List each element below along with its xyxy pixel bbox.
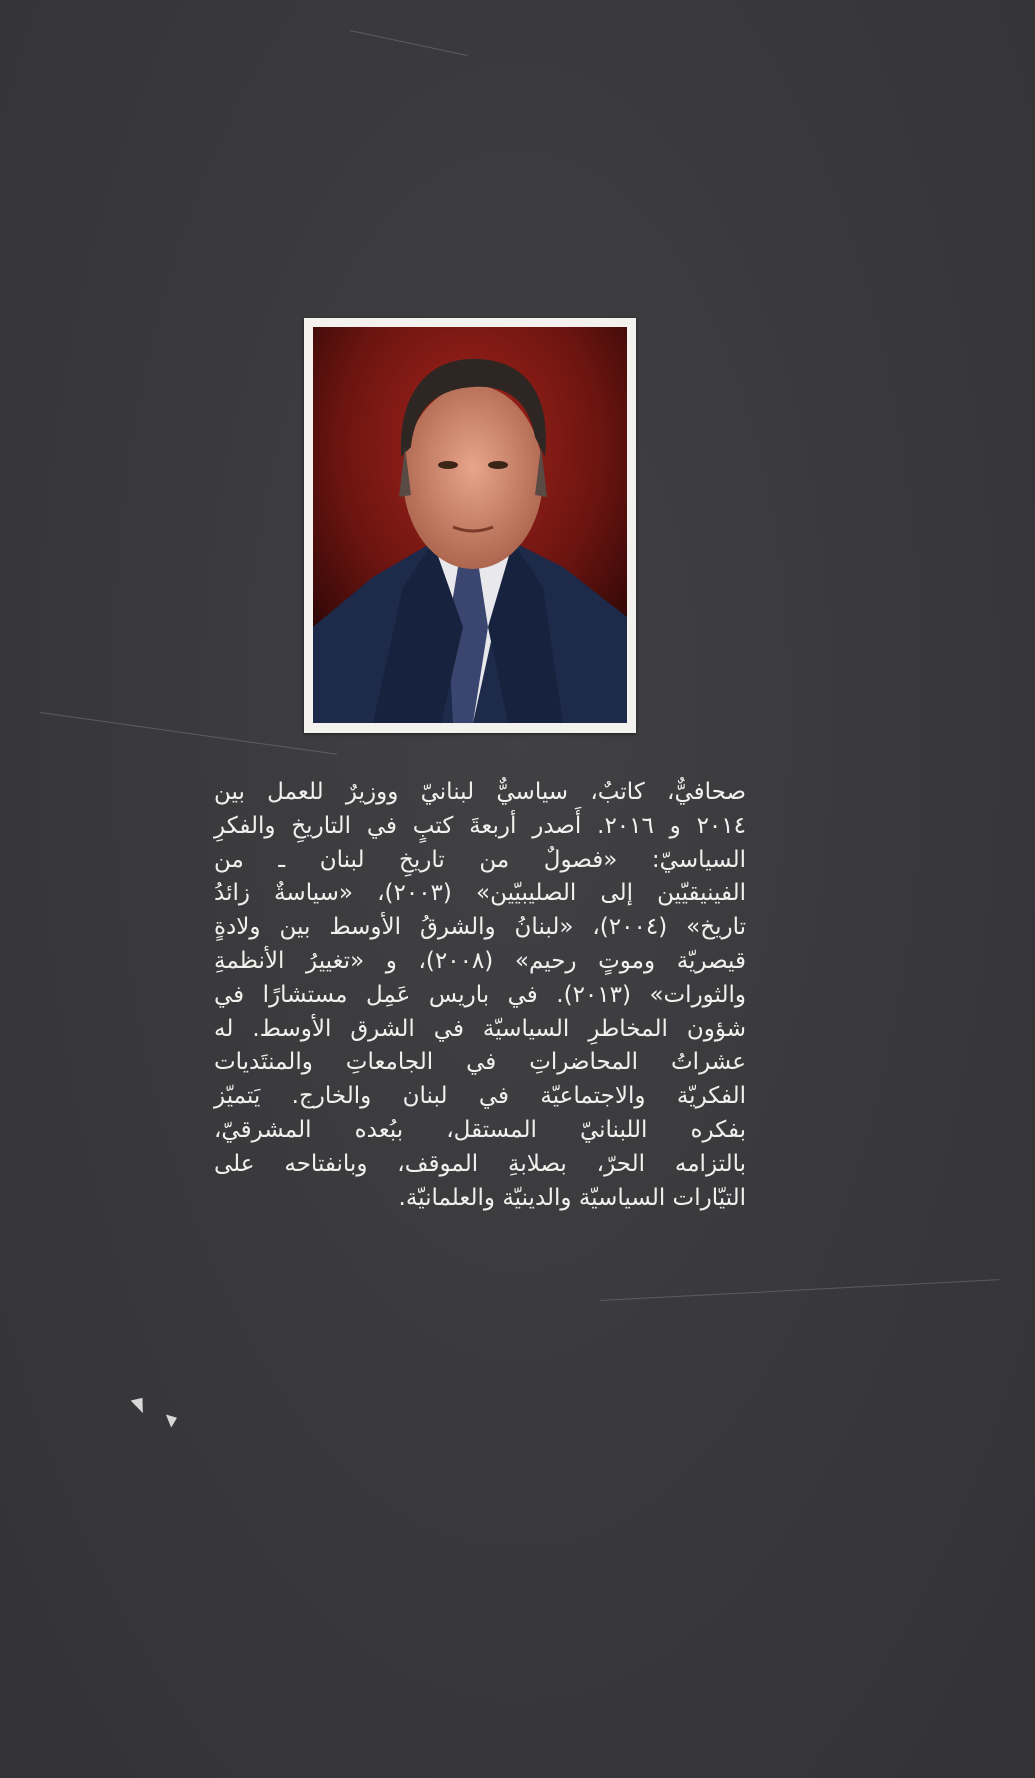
scuff-mark — [131, 1396, 148, 1415]
bio-line: ٢٠١٤ و ٢٠١٦. أَصدر أربعةَ كتبٍ في التاريخِ والفكرِ — [214, 812, 746, 839]
scratch-mark — [600, 1279, 1000, 1301]
author-photo — [313, 327, 627, 723]
author-biography — [214, 776, 746, 1215]
bio-line: الفكريّة والاجتماعيّة في لبنان والخارج. يَتميّز — [214, 1083, 746, 1110]
author-portrait-image — [313, 327, 627, 723]
scuff-mark — [164, 1410, 180, 1427]
author-photo-frame — [304, 318, 636, 733]
scratch-mark — [40, 712, 337, 755]
bio-line: بفكره اللبنانيّ المستقل، ببُعده المشرقيّ، — [214, 1116, 746, 1143]
bio-line: التيّارات السياسيّة والدينيّة والعلمانيّة. — [398, 1184, 746, 1211]
bio-line: قيصريّة وموتٍ رحيم» (٢٠٠٨)، و «تغييرُ الأنظمةِ — [214, 947, 746, 974]
bio-line: عشراتُ المحاضراتِ في الجامعاتِ والمنتَديات — [214, 1049, 746, 1076]
bio-line: بالتزامه الحرّ، بصلابةِ الموقف، وبانفتاحه على — [214, 1150, 746, 1177]
bio-line: تاريخ» (٢٠٠٤)، «لبنانُ والشرقُ الأوسط بين ولادةٍ — [214, 914, 746, 941]
scratch-mark — [350, 30, 468, 56]
bio-line: صحافيٌّ، كاتبٌ، سياسيٌّ لبنانيّ ووزيرٌ للعمل بين — [214, 779, 746, 805]
bio-line: والثورات» (٢٠١٣). في باريس عَمِل مستشارًا في — [214, 981, 746, 1008]
bio-line: الفينيقيّين إلى الصليبيّين» (٢٠٠٣)، «سياسةٌ زائدُ — [214, 880, 746, 907]
bio-line: شؤون المخاطرِ السياسيّة في الشرق الأوسط. له — [214, 1015, 746, 1042]
bio-line: السياسيّ: «فصولٌ من تاريخِ لبنان ـ من — [214, 846, 746, 873]
